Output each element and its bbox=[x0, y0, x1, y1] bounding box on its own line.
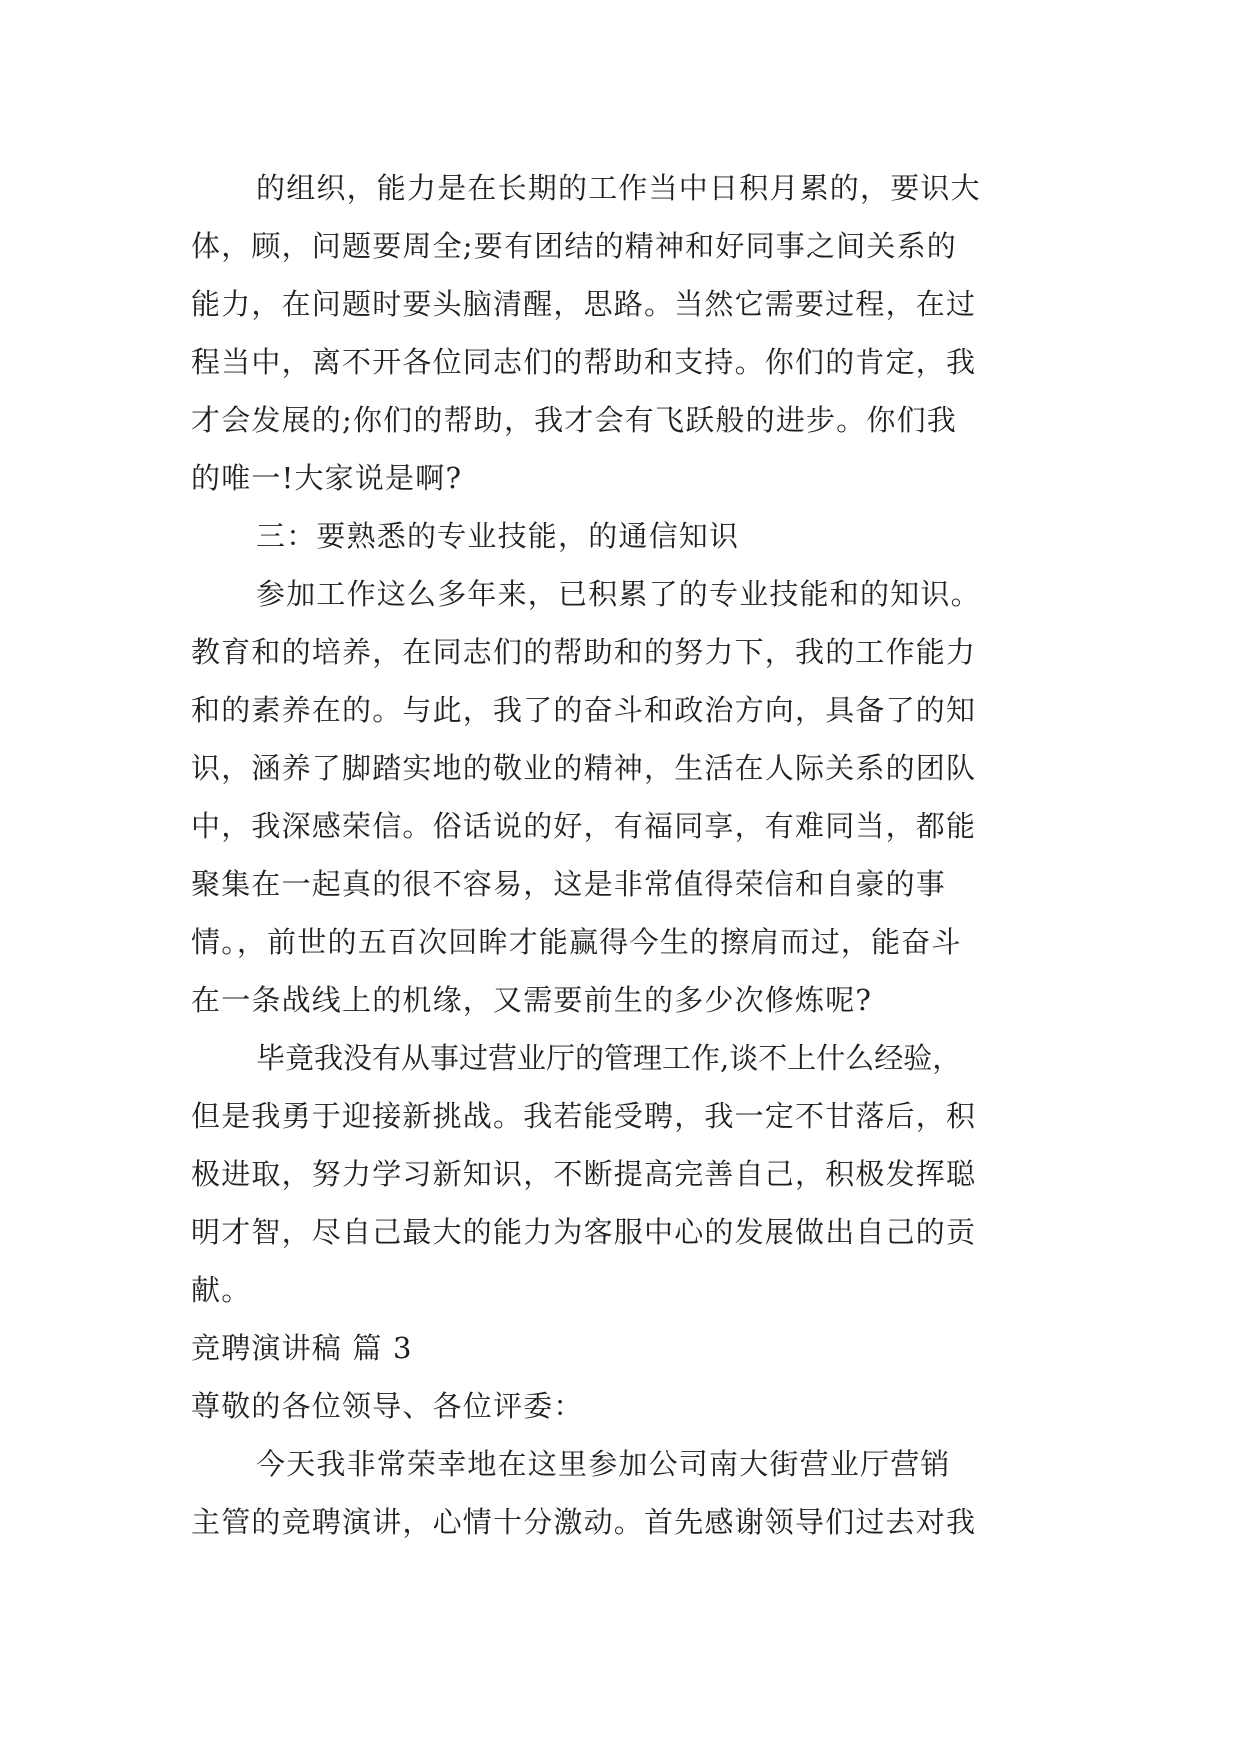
text-line: 献。 bbox=[191, 1273, 252, 1307]
text-line: 明才智，尽自己最大的能力为客服中心的发展做出自己的贡 bbox=[191, 1215, 977, 1249]
salutation: 尊敬的各位领导、各位评委： bbox=[191, 1389, 584, 1423]
section-heading: 三：要熟悉的专业技能，的通信知识 bbox=[256, 519, 740, 553]
text-line: 能力，在问题时要头脑清醒，思路。当然它需要过程，在过 bbox=[191, 287, 977, 321]
text-line: 毕竟我没有从事过营业厅的管理工作,谈不上什么经验， bbox=[256, 1041, 962, 1075]
text-line: 但是我勇于迎接新挑战。我若能受聘，我一定不甘落后，积 bbox=[191, 1099, 977, 1133]
text-line: 识，涵养了脚踏实地的敬业的精神，生活在人际关系的团队 bbox=[191, 751, 977, 785]
text-line: 体，顾，问题要周全;要有团结的精神和好同事之间关系的 bbox=[191, 229, 957, 263]
article-title: 竞聘演讲稿 篇 3 bbox=[191, 1331, 413, 1365]
text-line: 极进取，努力学习新知识，不断提高完善自己，积极发挥聪 bbox=[191, 1157, 977, 1191]
text-line: 参加工作这么多年来，已积累了的专业技能和的知识。 bbox=[256, 577, 981, 611]
text-line: 和的素养在的。与此，我了的奋斗和政治方向，具备了的知 bbox=[191, 693, 977, 727]
text-line: 今天我非常荣幸地在这里参加公司南大街营业厅营销 bbox=[256, 1447, 951, 1481]
text-line: 中，我深感荣信。俗话说的好，有福同享，有难同当，都能 bbox=[191, 809, 977, 843]
text-line: 主管的竞聘演讲，心情十分激动。首先感谢领导们过去对我 bbox=[191, 1505, 977, 1539]
text-line: 在一条战线上的机缘，又需要前生的多少次修炼呢? bbox=[191, 983, 873, 1017]
text-line: 的组织，能力是在长期的工作当中日积月累的，要识大 bbox=[256, 171, 981, 205]
text-line: 的唯一!大家说是啊? bbox=[191, 461, 463, 495]
text-line: 聚集在一起真的很不容易，这是非常值得荣信和自豪的事 bbox=[191, 867, 947, 901]
text-line: 才会发展的;你们的帮助，我才会有飞跃般的进步。你们我 bbox=[191, 403, 957, 437]
text-line: 情。，前世的五百次回眸才能赢得今生的擦肩而过，能奋斗 bbox=[191, 925, 962, 959]
text-line: 教育和的培养，在同志们的帮助和的努力下，我的工作能力 bbox=[191, 635, 977, 669]
text-line: 程当中，离不开各位同志们的帮助和支持。你们的肯定，我 bbox=[191, 345, 977, 379]
